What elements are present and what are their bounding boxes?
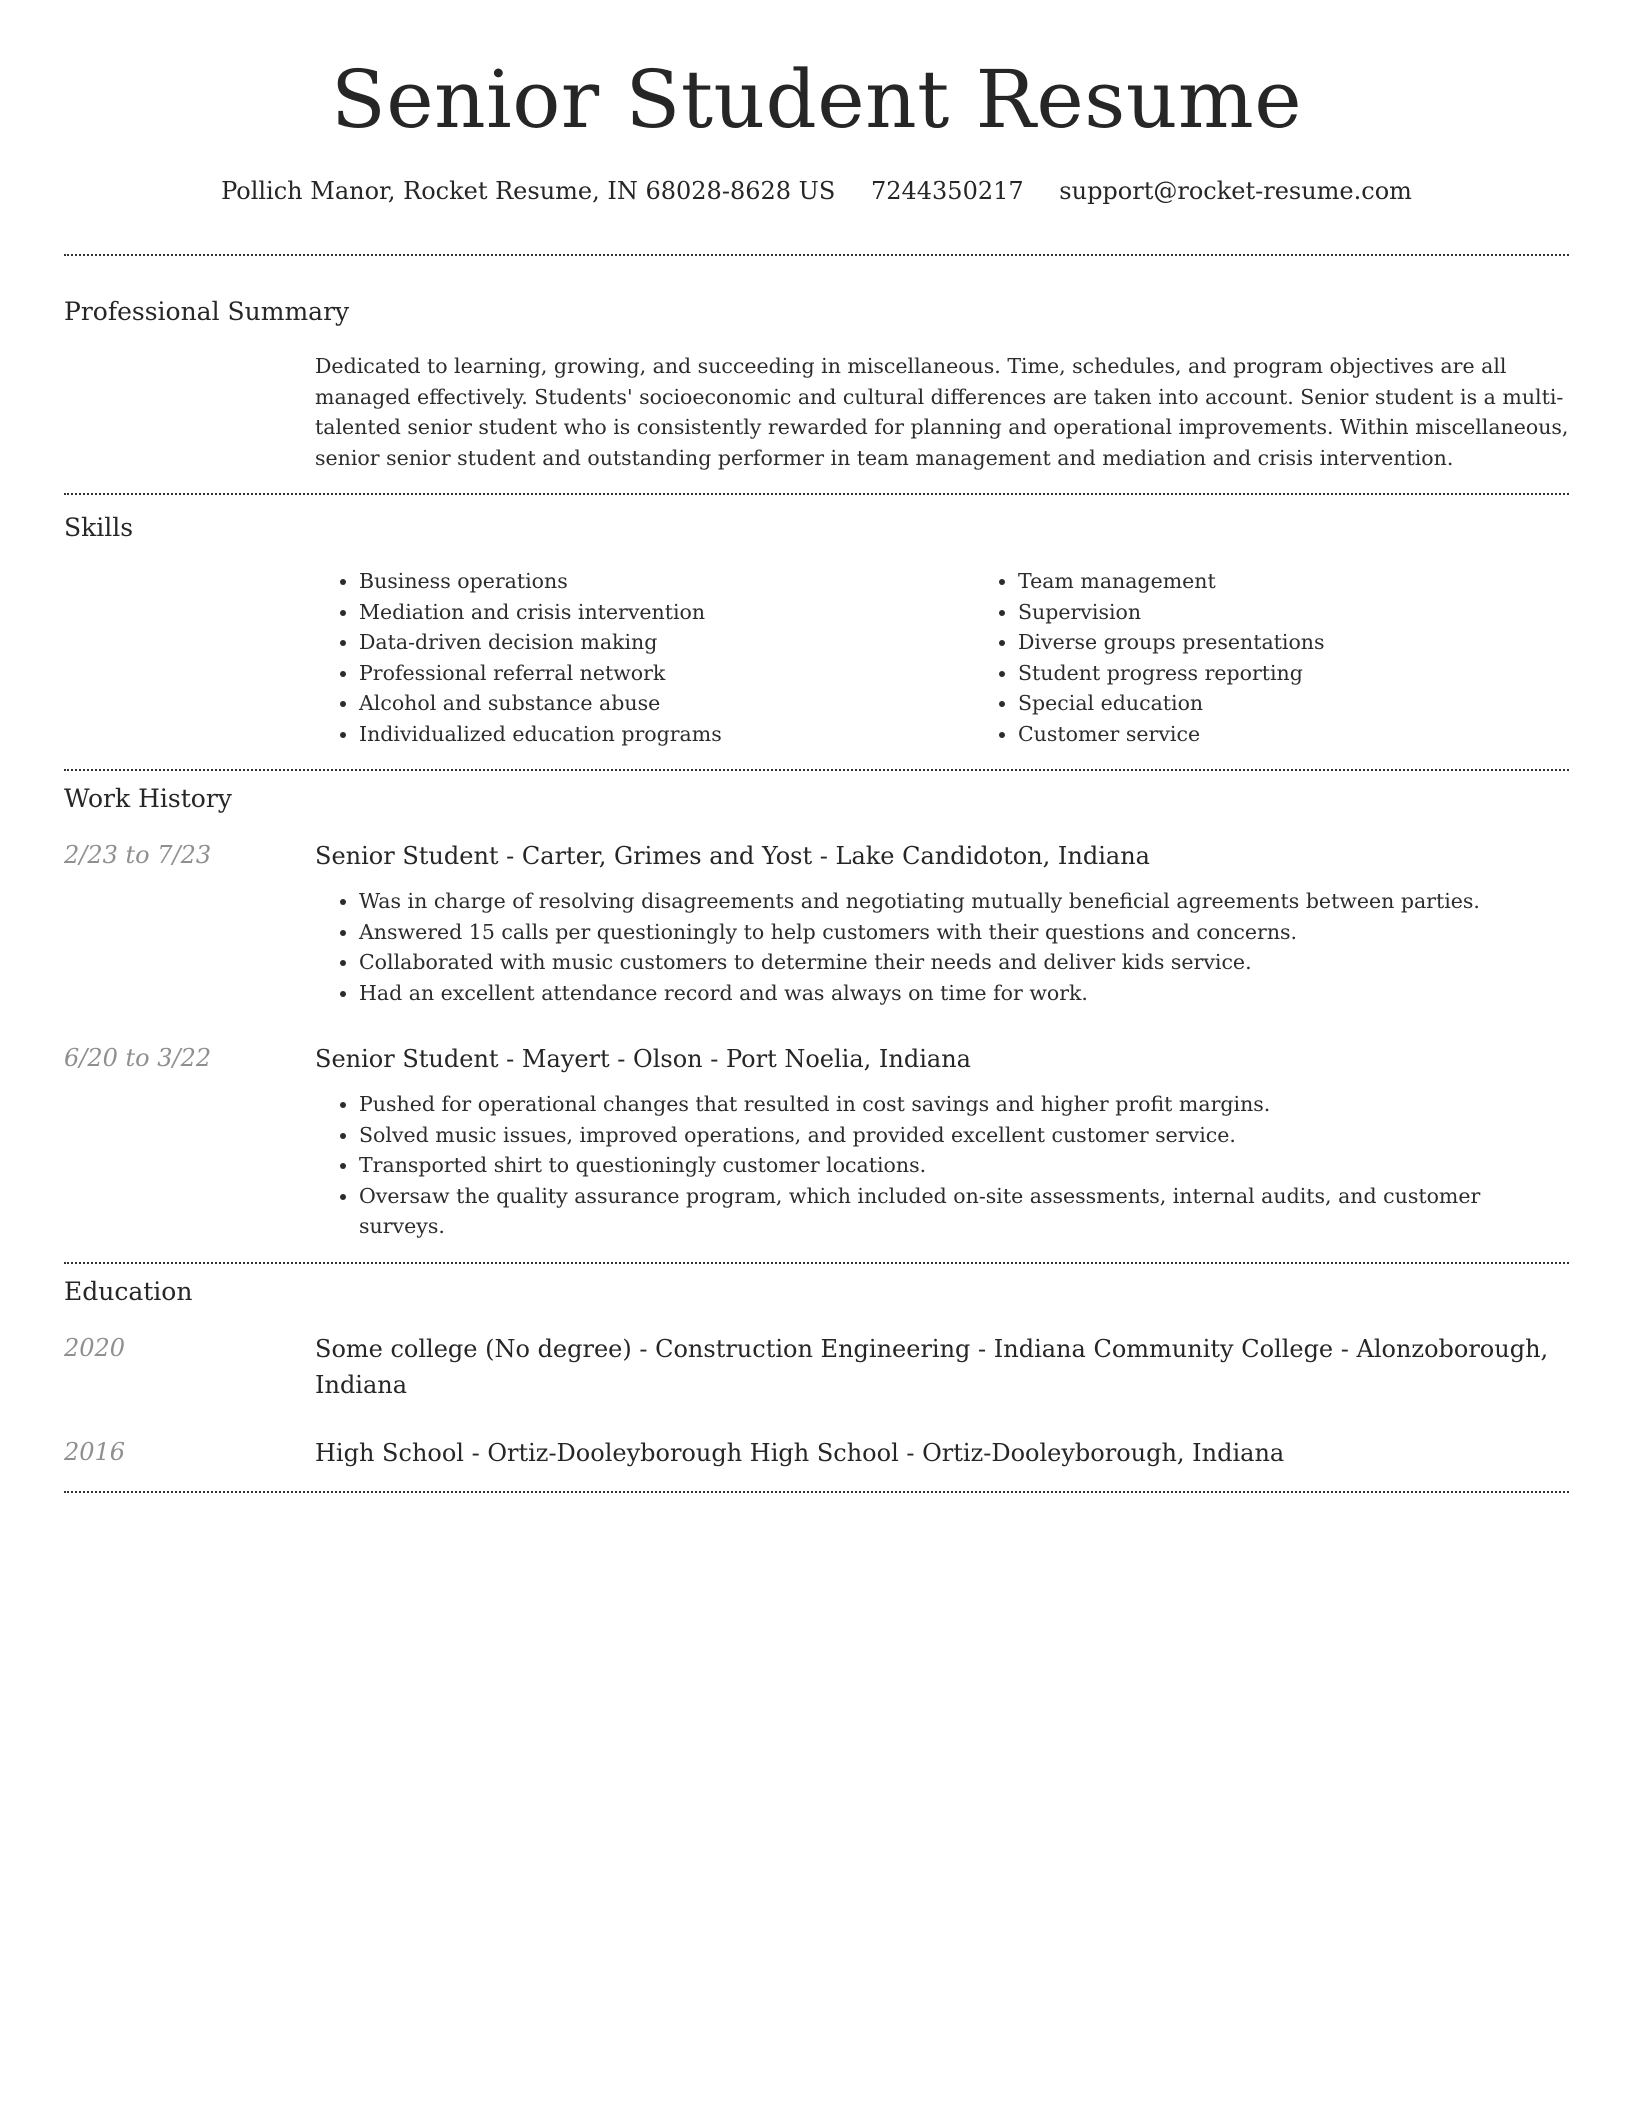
work-section (64, 783, 1569, 1242)
summary-row (64, 351, 1569, 473)
divider (64, 1491, 1569, 1493)
job-bullets (315, 1089, 1569, 1242)
skill-item: • Customer service (1018, 719, 1632, 750)
divider (64, 493, 1569, 495)
job-dates: 2/23 to 7/23 (64, 841, 212, 869)
job-entry (64, 1041, 1569, 1242)
section-heading-work: Work History (64, 784, 232, 813)
job-bullet: • Had an excellent attendance record and was always on time for work. (359, 978, 1569, 1009)
education-year: 2016 (64, 1437, 126, 1466)
job-bullet: • Oversaw the quality assurance program, which included on-site assessments, internal audits, and customer surveys. (359, 1181, 1569, 1242)
education-text: Some college (No degree) - Construction Engineering - Indiana Community College - Alonzoborough, Indiana (315, 1334, 1549, 1399)
skill-item: • Data-driven decision making (359, 627, 974, 658)
divider (64, 254, 1569, 256)
education-entry (64, 1435, 1569, 1471)
summary-section (64, 296, 1569, 473)
skill-item: • Business operations (359, 566, 974, 597)
job-bullets (315, 886, 1569, 1008)
job-title: Senior Student - Carter, Grimes and Yost - Lake Candidoton, Indiana (315, 842, 1150, 870)
job-body (315, 1041, 1569, 1242)
job-bullet: • Answered 15 calls per questioningly to help customers with their questions and concerns. (359, 917, 1569, 948)
job-bullet: • Was in charge of resolving disagreements and negotiating mutually beneficial agreements between parties. (359, 886, 1569, 917)
skill-item: • Professional referral network (359, 658, 974, 689)
section-heading-summary: Professional Summary (64, 297, 350, 326)
skills-spacer (64, 566, 315, 749)
job-bullet: • Transported shirt to questioningly customer locations. (359, 1150, 1569, 1181)
summary-body (315, 351, 1569, 473)
job-body (315, 838, 1569, 1008)
education-text: High School - Ortiz-Dooleyborough High School - Ortiz-Dooleyborough, Indiana (315, 1438, 1285, 1467)
skills-columns (315, 566, 1632, 749)
skill-item: • Mediation and crisis intervention (359, 597, 974, 628)
education-body (315, 1435, 1569, 1471)
skill-item: • Supervision (1018, 597, 1632, 628)
job-entry (64, 838, 1569, 1008)
contact-address: Pollich Manor, Rocket Resume, IN 68028-8628 US (221, 177, 836, 205)
job-dates: 6/20 to 3/22 (64, 1044, 212, 1072)
skill-item: • Individualized education programs (359, 719, 974, 750)
skills-section (64, 512, 1569, 749)
skills-row (64, 566, 1569, 749)
job-bullet: • Pushed for operational changes that resulted in cost savings and higher profit margins. (359, 1089, 1569, 1120)
resume-title: Senior Student Resume (330, 53, 1303, 146)
skill-item: • Student progress reporting (1018, 658, 1632, 689)
skill-item: • Team management (1018, 566, 1632, 597)
skill-item: • Alcohol and substance abuse (359, 688, 974, 719)
education-year: 2020 (64, 1333, 126, 1362)
education-section (64, 1276, 1569, 1471)
job-bullet: • Collaborated with music customers to determine their needs and deliver kids service. (359, 947, 1569, 978)
contact-line (64, 176, 1569, 206)
section-heading-skills: Skills (64, 513, 134, 542)
skills-list-right (974, 566, 1632, 749)
education-entry (64, 1331, 1569, 1403)
contact-email: support@rocket-resume.com (1059, 177, 1412, 205)
job-bullet: • Solved music issues, improved operations, and provided excellent customer service. (359, 1120, 1569, 1151)
skill-item: • Special education (1018, 688, 1632, 719)
summary-spacer (64, 351, 315, 473)
skill-item: • Diverse groups presentations (1018, 627, 1632, 658)
job-title: Senior Student - Mayert - Olson - Port Noelia, Indiana (315, 1045, 971, 1073)
education-body (315, 1331, 1569, 1403)
section-heading-education: Education (64, 1276, 193, 1306)
divider (64, 1262, 1569, 1264)
summary-text: Dedicated to learning, growing, and succeeding in miscellaneous. Time, schedules, and program objectives are all managed effectively. Students' socioeconomic and cultural differences are taken into account. Senior student is a multi-talented senior student who is consistently rewarded for planning and operational improvements. Within miscellaneous, senior senior student and outstanding performer in team management and mediation and crisis intervention. (315, 354, 1569, 470)
skills-list-left (315, 566, 974, 749)
divider (64, 769, 1569, 771)
contact-phone: 7244350217 (870, 177, 1024, 205)
resume-page (64, 0, 1569, 1493)
